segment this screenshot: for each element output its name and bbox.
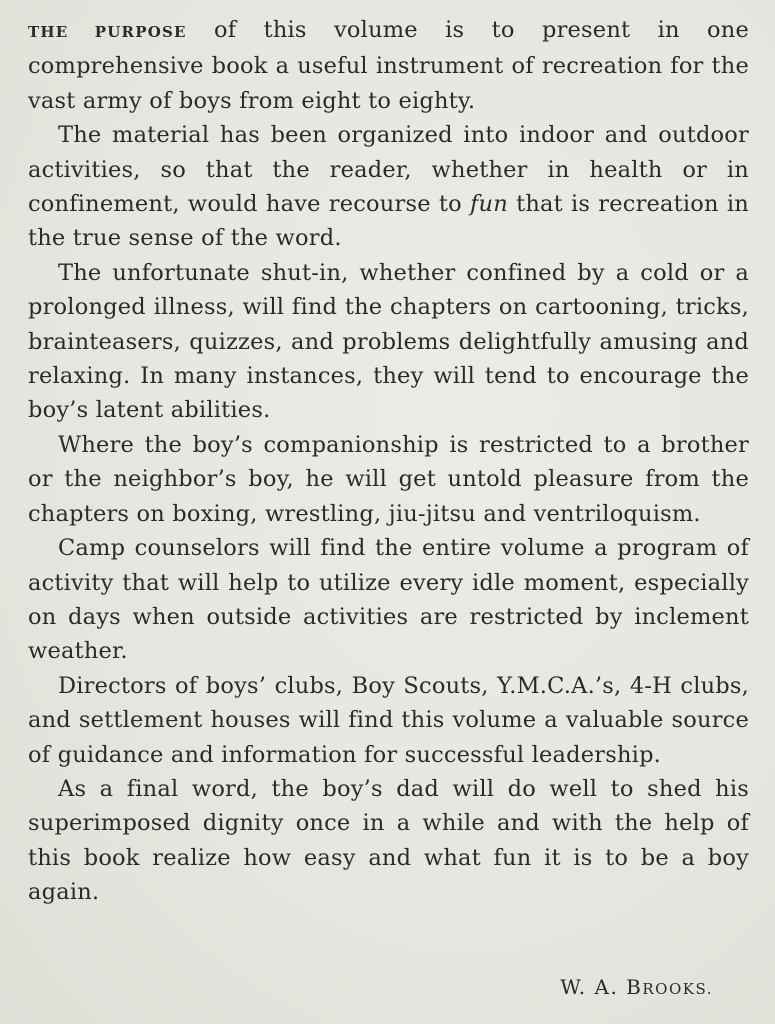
paragraph-2-tail: that is recreation in the true sense of the word. <box>28 191 749 252</box>
emphasis-fun: fun <box>470 191 508 218</box>
signature-rest: ROOKS. <box>642 980 713 998</box>
paragraph-7: As a final word, the boy’s dad will do well to shed his superimposed dignity once in a while and with the help of this book realize how easy and what fun it is to be a boy again. <box>28 775 749 906</box>
paragraph-5: Camp counselors will find the entire volume a program of activity that will help to utilize every idle moment, especially on days when outside activities are restricted by inclement weather. <box>28 535 749 665</box>
paragraph-6: Directors of boys’ clubs, Boy Scouts, Y.M.C.A.’s, 4-H clubs, and settlement houses will find this volume a valuable source of guidance and information for successful leadership. <box>28 672 749 768</box>
paragraph-2-text: The material has been organized into indoor and outdoor activities, so that the reader, whether in health or in confinement, would have recourse to <box>28 122 749 218</box>
paragraph-2 <box>28 118 749 256</box>
signature-initials: W. A. B <box>560 975 643 999</box>
paragraph-3: The unfortunate shut-in, whether confined by a cold or a prolonged illness, will find the chapters on cartooning, tricks, brainteasers, quizzes, and problems delightfully amusing and relaxing. In many instances, they will tend to encourage the boy’s latent abilities. <box>28 259 749 424</box>
author-signature <box>560 975 713 999</box>
paragraph-1 <box>28 13 749 118</box>
lead-in: THE PURPOSE <box>28 23 187 41</box>
paragraph-1-text: of this volume is to present in one comprehensive book a useful instrument of recreation for the vast army of boys from eight to eighty. <box>28 17 749 114</box>
paragraph-4: Where the boy’s companionship is restricted to a brother or the neighbor’s boy, he will get untold pleasure from the chapters on boxing, wrestling, jiu-jitsu and ventriloquism. <box>28 431 749 527</box>
